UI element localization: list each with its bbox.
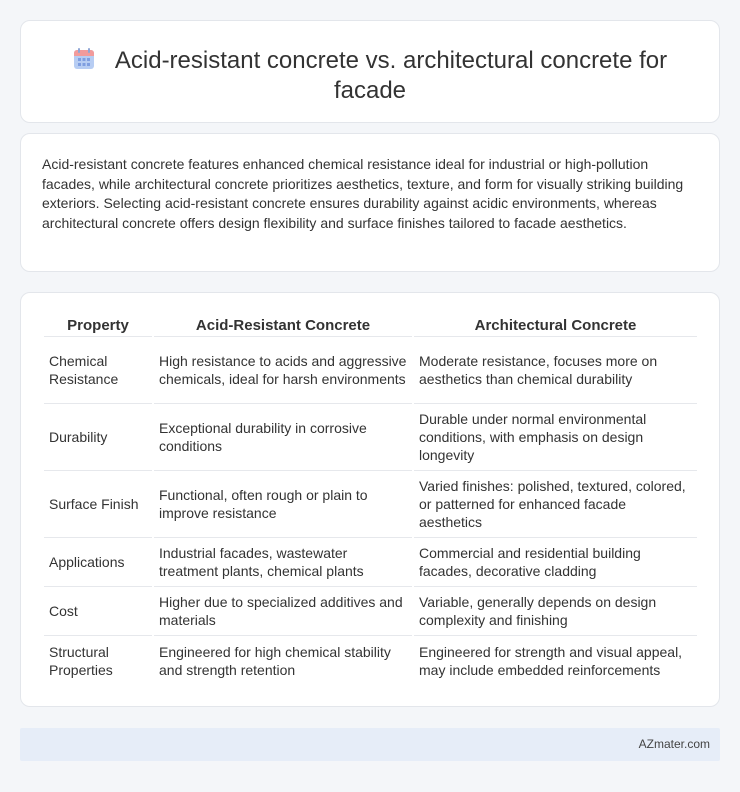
table-header-row (44, 315, 697, 337)
page-title (61, 46, 679, 106)
header-property: Property (44, 315, 152, 337)
comparison-card (20, 292, 720, 707)
footer-brand[interactable]: AZmater.com (638, 737, 710, 751)
table-row (44, 471, 697, 538)
row-property: Surface Finish (44, 471, 152, 538)
row-acid-value: Industrial facades, wastewater treatment plants, chemical plants (154, 538, 412, 587)
row-architectural-value: Engineered for strength and visual appeal, may include embedded reinforcements (419, 643, 683, 678)
row-acid-value: Functional, often rough or plain to improve resistance (154, 471, 412, 538)
table-row (44, 404, 697, 471)
calendar-icon (73, 48, 95, 70)
intro-card (20, 133, 720, 272)
intro-paragraph: Acid-resistant concrete features enhanced chemical resistance ideal for industrial or high-pollution facades, while architectural concrete prioritizes aesthetics, texture, and form for visually striking building exteriors. Selecting acid-resistant concrete ensures durability against acidic environments, whereas architectural concrete offers design flexibility and surface finishes tailored to facade aesthetics. (42, 156, 684, 231)
table-row (44, 636, 697, 685)
row-property: Durability (44, 404, 152, 471)
row-acid-value: Exceptional durability in corrosive conditions (154, 404, 412, 471)
title-card (20, 20, 720, 123)
row-architectural-value: Varied finishes: polished, textured, colored, or patterned for enhanced facade aesthetics (414, 471, 697, 538)
page-title-text: Acid-resistant concrete vs. architectural concrete for facade (114, 47, 668, 104)
row-property: Chemical Resistance (44, 337, 152, 404)
row-property: Cost (44, 587, 152, 636)
row-property: Structural Properties (49, 643, 113, 678)
row-property: Applications (44, 538, 152, 587)
table-row (44, 337, 697, 404)
row-architectural-value: Commercial and residential building facades, decorative cladding (414, 538, 697, 587)
comparison-table (42, 315, 699, 685)
header-architectural: Architectural Concrete (414, 315, 697, 337)
row-acid-value: Higher due to specialized additives and materials (154, 587, 412, 636)
header-acid-resistant: Acid-Resistant Concrete (154, 315, 412, 337)
row-acid-value: High resistance to acids and aggressive chemicals, ideal for harsh environments (154, 337, 412, 404)
table-row (44, 587, 697, 636)
table-row (44, 538, 697, 587)
footer-bar (20, 728, 720, 761)
row-architectural-value: Durable under normal environmental conditions, with emphasis on design longevity (414, 404, 697, 471)
row-architectural-value: Variable, generally depends on design complexity and finishing (414, 587, 697, 636)
row-architectural-value: Moderate resistance, focuses more on aesthetics than chemical durability (414, 337, 697, 404)
row-acid-value: Engineered for high chemical stability and strength retention (159, 643, 391, 678)
